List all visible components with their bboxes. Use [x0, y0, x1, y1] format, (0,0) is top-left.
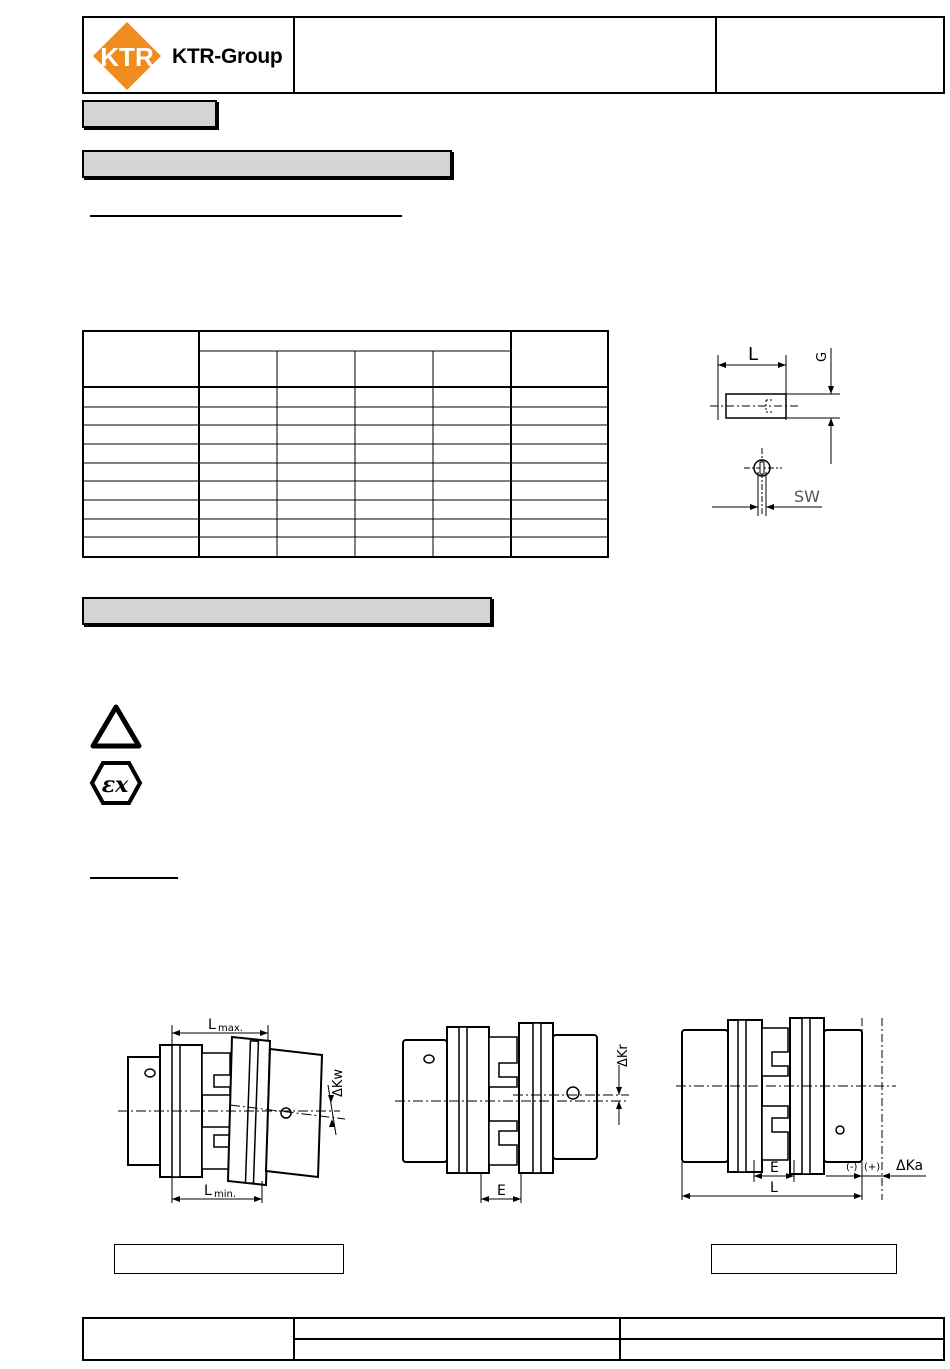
- delta-kw-label: ΔKw: [331, 1068, 346, 1097]
- ktr-logo-icon: [92, 21, 162, 91]
- dim-e-label: E: [497, 1183, 506, 1199]
- section-2-label: [82, 150, 452, 178]
- dim-l-axial-label: L: [770, 1180, 778, 1196]
- delta-ka-label: ΔKa: [896, 1158, 924, 1174]
- dim-lmin-sub: min.: [214, 1189, 237, 1200]
- header-divider-1: [293, 16, 295, 94]
- dim-l-label: L: [748, 344, 759, 365]
- caption-box-right: [711, 1244, 897, 1274]
- warning-triangle-icon: [90, 704, 142, 750]
- setscrew-drawing: [700, 340, 850, 520]
- brand-name: KTR-Group: [172, 45, 283, 68]
- dim-g-label: G: [815, 351, 830, 362]
- ex-explosion-icon: [90, 761, 142, 805]
- dim-lmin-label: L: [204, 1183, 212, 1199]
- radial-misalignment-drawing: [393, 1015, 633, 1205]
- svg-text:εx: εx: [101, 772, 129, 798]
- ktr-logo-text: KTR: [100, 42, 154, 72]
- axial-misalignment-drawing: [676, 1010, 936, 1210]
- setscrew-table-grid: [82, 330, 609, 558]
- angular-misalignment-drawing: [110, 1015, 370, 1205]
- dim-lmax-sub: max.: [218, 1023, 243, 1034]
- dim-lmax-label: L: [208, 1017, 216, 1033]
- dim-e-axial-label: E: [770, 1160, 779, 1176]
- axial-minus-label: (-): [846, 1162, 858, 1173]
- caption-box-left: [114, 1244, 344, 1274]
- dim-sw-label: SW: [794, 487, 820, 506]
- footer-hline: [293, 1338, 945, 1340]
- delta-kr-label: ΔKr: [616, 1044, 631, 1067]
- section-3-underline: [90, 877, 178, 879]
- axial-plus-label: (+): [864, 1162, 881, 1173]
- header-divider-2: [715, 16, 717, 94]
- section-1-label: [82, 100, 217, 128]
- section-2-underline: [90, 215, 402, 217]
- section-3-label: [82, 597, 492, 625]
